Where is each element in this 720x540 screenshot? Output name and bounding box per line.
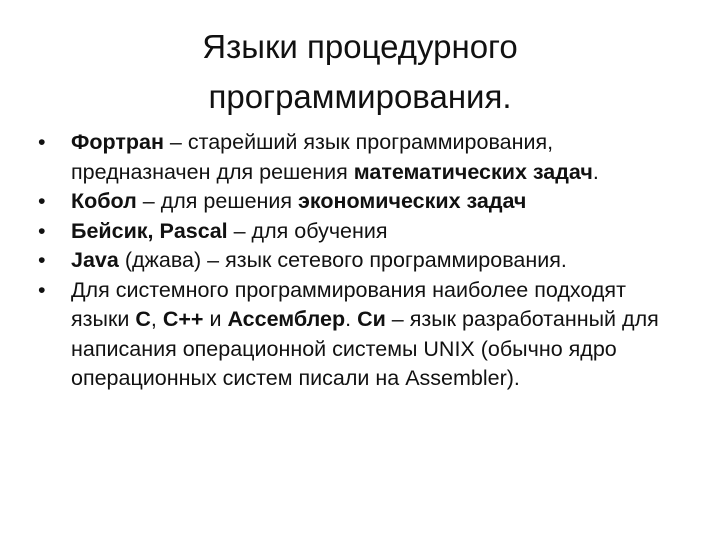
bullet-text-bold: экономических задач: [298, 189, 527, 213]
bullet-list: [38, 128, 688, 394]
bullet-item: [38, 128, 688, 187]
bullet-text-bold: математических задач: [353, 159, 593, 184]
bullet-text: – для обучения: [227, 218, 388, 243]
bullet-text: (джава) – язык сетевого программирования.: [118, 248, 567, 272]
bullet-text-bold: Бейсик, Pascal: [71, 218, 228, 243]
bullet-text: и: [203, 307, 228, 331]
bullet-item: [38, 217, 688, 247]
bullet-text-bold: Java: [71, 248, 119, 272]
bullet-text-bold: С: [135, 307, 151, 331]
bullet-item: [38, 246, 688, 276]
bullet-text-bold: Кобол: [71, 189, 137, 213]
bullet-dot-icon: •: [38, 248, 46, 272]
bullet-text: – для решения: [136, 189, 299, 213]
bullet-dot-icon: •: [38, 218, 46, 243]
bullet-text-bold: Си: [357, 307, 386, 331]
slide-title-line-1: Языки процедурного: [202, 28, 518, 65]
bullet-text: Для системного программирования наиболее подходят языки: [71, 277, 626, 331]
bullet-item: [38, 276, 688, 394]
bullet-text: .: [345, 307, 358, 331]
bullet-text: ,: [150, 307, 163, 331]
bullet-text: – язык разработанный для написания операционной системы UNIX (обычно ядро операционных систем писали на Assembler).: [71, 307, 659, 390]
bullet-text: .: [592, 159, 599, 184]
slide-title-line-2: программирования.: [208, 78, 512, 115]
bullet-text-bold: Фортран: [71, 130, 164, 154]
bullet-dot-icon: •: [38, 277, 46, 302]
slide-title: [120, 22, 600, 122]
bullet-item: [38, 187, 688, 217]
bullet-text-bold: Ассемблер: [227, 307, 346, 331]
bullet-text: – старейший язык программирования, предназначен для решения: [71, 130, 554, 184]
bullet-dot-icon: •: [38, 130, 46, 154]
bullet-dot-icon: •: [38, 189, 46, 213]
bullet-text-bold: С++: [162, 307, 204, 331]
